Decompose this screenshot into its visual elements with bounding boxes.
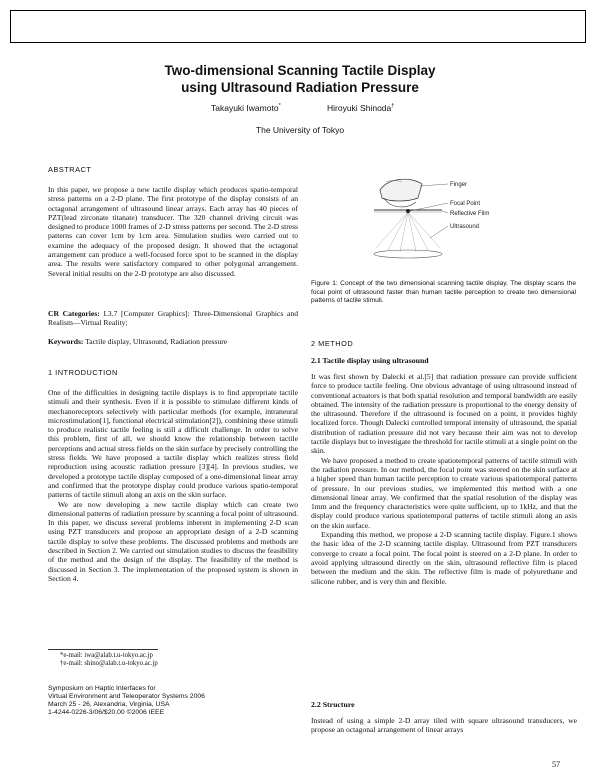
label-finger: Finger	[450, 182, 468, 188]
symposium-info: Symposium on Haptic Interfaces for Virtual Environment and Teleoperator Systems 2006 March 25 - 26, Alexandria, Virginia, USA 1-4244-0226-3/06/$20.00 ©2006 IEEE	[48, 685, 205, 716]
focal-point-marker	[406, 209, 410, 213]
keywords: Keywords: Tactile display, Ultrasound, Radiation pressure	[48, 337, 228, 346]
author-1: Takayuki Iwamoto*	[211, 103, 281, 113]
ultrasound-beams	[374, 212, 442, 258]
section-1-heading: 1 INTRODUCTION	[48, 368, 118, 377]
figure-1-caption: Figure 1: Concept of the two dimensional scanning tactile display. The display scans the focal point of ultrasound faster than human tactile perception to create two dimensional patterns of tactile stimuli.	[311, 280, 576, 304]
abstract-heading: ABSTRACT	[48, 165, 92, 174]
structure-body: Instead of using a simple 2-D array tiled with square ultrasound transducers, we propose an octagonal arrangement of linear arrays	[311, 716, 577, 735]
introduction-body: One of the difficulties in designing tactile displays is to find appropriate tactile stimuli and their synthesis. Even if it is possible to stimulate different kinds of mechanoreceptors selectively with particular methods (for example, intraneural microstimulation[1], functional electrical stimulation[2]), combining these stimuli to produce realistic tactile feeling is still a difficult challenge. In order to solve this problem, first of all, we should know the relationship between tactile perceptions and actual stress fields on the skin surface by precisely controlling the stress fields. We have proposed a tactile display which realizes stress field reproduction using acoustic radiation pressure [3][4]. In previous studies, we developed a prototype tactile display composed of a one-dimensional linear array and confirmed that the prototype display could produce various spatio-temporal patterns of tactile stimuli along an axis on the skin surface. We are now developing a new tactile display which can create two dimensional patterns of radiation pressure by scanning a focal point of ultrasound. In this paper, we discuss several problems inherent in implementing 2-D scan using PZT transducers and propose an appropriate design of a 2-D scanning tactile display to solve these problems. The discussed problems and methods are described in Section 2. We carried out simulation studies to discuss the feasibility of the method and the design of the display. The feasibility of the method is discussed in Section 3. The implementation of the proposed system is shown in Section 4.	[48, 388, 298, 583]
paper-title-line1: Two-dimensional Scanning Tactile Display	[164, 63, 436, 78]
affiliation: The University of Tokyo	[255, 125, 345, 135]
header-box	[10, 10, 586, 43]
label-ultrasound: Ultrasound	[450, 224, 480, 230]
section-2-2-heading: 2.2 Structure	[311, 700, 355, 709]
method-body: It was first shown by Dalecki et al.[5] that radiation pressure can provide sufficient force to produce tactile feeling. One obvious advantage of using ultrasound instead of conventional actuators is that both spatial resolution and temporal bandwidth are easily obtained. The intensity of the radiation pressure is proportional to the energy density of the ultrasound. Therefore if the ultrasound is focused on a point, it provides highly localized force. Though Dalecki controlled temporal intensity of ultrasound, the spatial distribution of radiation pressure did not vary because their aim was not to develop tactile displays but to investigate the threshold for tactile stimuli at a single point on the skin. We have proposed a method to create spatiotemporal patterns of tactile stimuli with the radiation pressure. In our method, the focal point was steered on the skin surface at a higher speed than human tactile perception to create various spatiotemporal patterns of pressure. In our previous studies, we implemented this method with a one dimensional linear array. We confirmed that the spatial resolution of the display was 1mm and the frequency characteristics were quite sufficient, up to 1kHz, and that the display could produce various spatiotemporal patterns of tactile stimuli along an axis on the skin surface. Expanding this method, we propose a 2-D scanning tactile display. Figure.1 shows the basic idea of the 2-D scanning tactile display. Ultrasound from PZT transducers converge to create a focal point. The focal point is steered on a 2-D plane. In order to avoid applying ultrasound directly on the skin, ultrasound reflective film is placed between the medium and the skin. The reflective film is made of polyurethane and silicone rubber, and is very thin and flexible.	[311, 372, 577, 586]
section-2-heading: 2 METHOD	[311, 339, 354, 348]
author-2: Hiroyuki Shinoda†	[327, 103, 395, 113]
paper-title-line2: using Ultrasound Radiation Pressure	[181, 80, 419, 95]
figure-1-illustration	[370, 168, 490, 263]
finger-illustration	[380, 179, 422, 207]
page-number: 57	[552, 760, 560, 769]
footnote-rule	[48, 649, 158, 650]
cr-categories: CR Categories: I.3.7 [Computer Graphics]: Three-Dimensional Graphics and Realism—Virtual Reality;	[48, 309, 298, 328]
footnotes: *e-mail: iwa@alab.t.u-tokyo.ac.jp †e-mail: shino@alab.t.u-tokyo.ac.jp	[60, 652, 158, 667]
label-focal-point: Focal Point	[450, 201, 481, 207]
abstract-text: In this paper, we propose a new tactile display which produces spatio-temporal stress patterns on a 2-D plane. The first prototype of the display consists of an octagonal arrangement of ultrasound linear arrays. Each array has 40 pieces of PZT(lead zirconate titanate) transducer. The 320 channel driving circuit was designed to produce 1000 frames of 2-D stress patterns per second. The 2-D stress patterns can cover 1cm by 1cm area. Simulation studies were carried out to examine the adequacy of the proposed design. It showed that the octagonal arrangement can produce a well-focused force spot to be scanned in the display area. The results were satisfactory compared to other polygonal arrangement. Several initial results on the 2-D prototype are also discussed.	[48, 185, 298, 278]
label-reflective-film: Reflective Film	[450, 211, 490, 217]
section-2-1-heading: 2.1 Tactile display using ultrasound	[311, 356, 429, 365]
